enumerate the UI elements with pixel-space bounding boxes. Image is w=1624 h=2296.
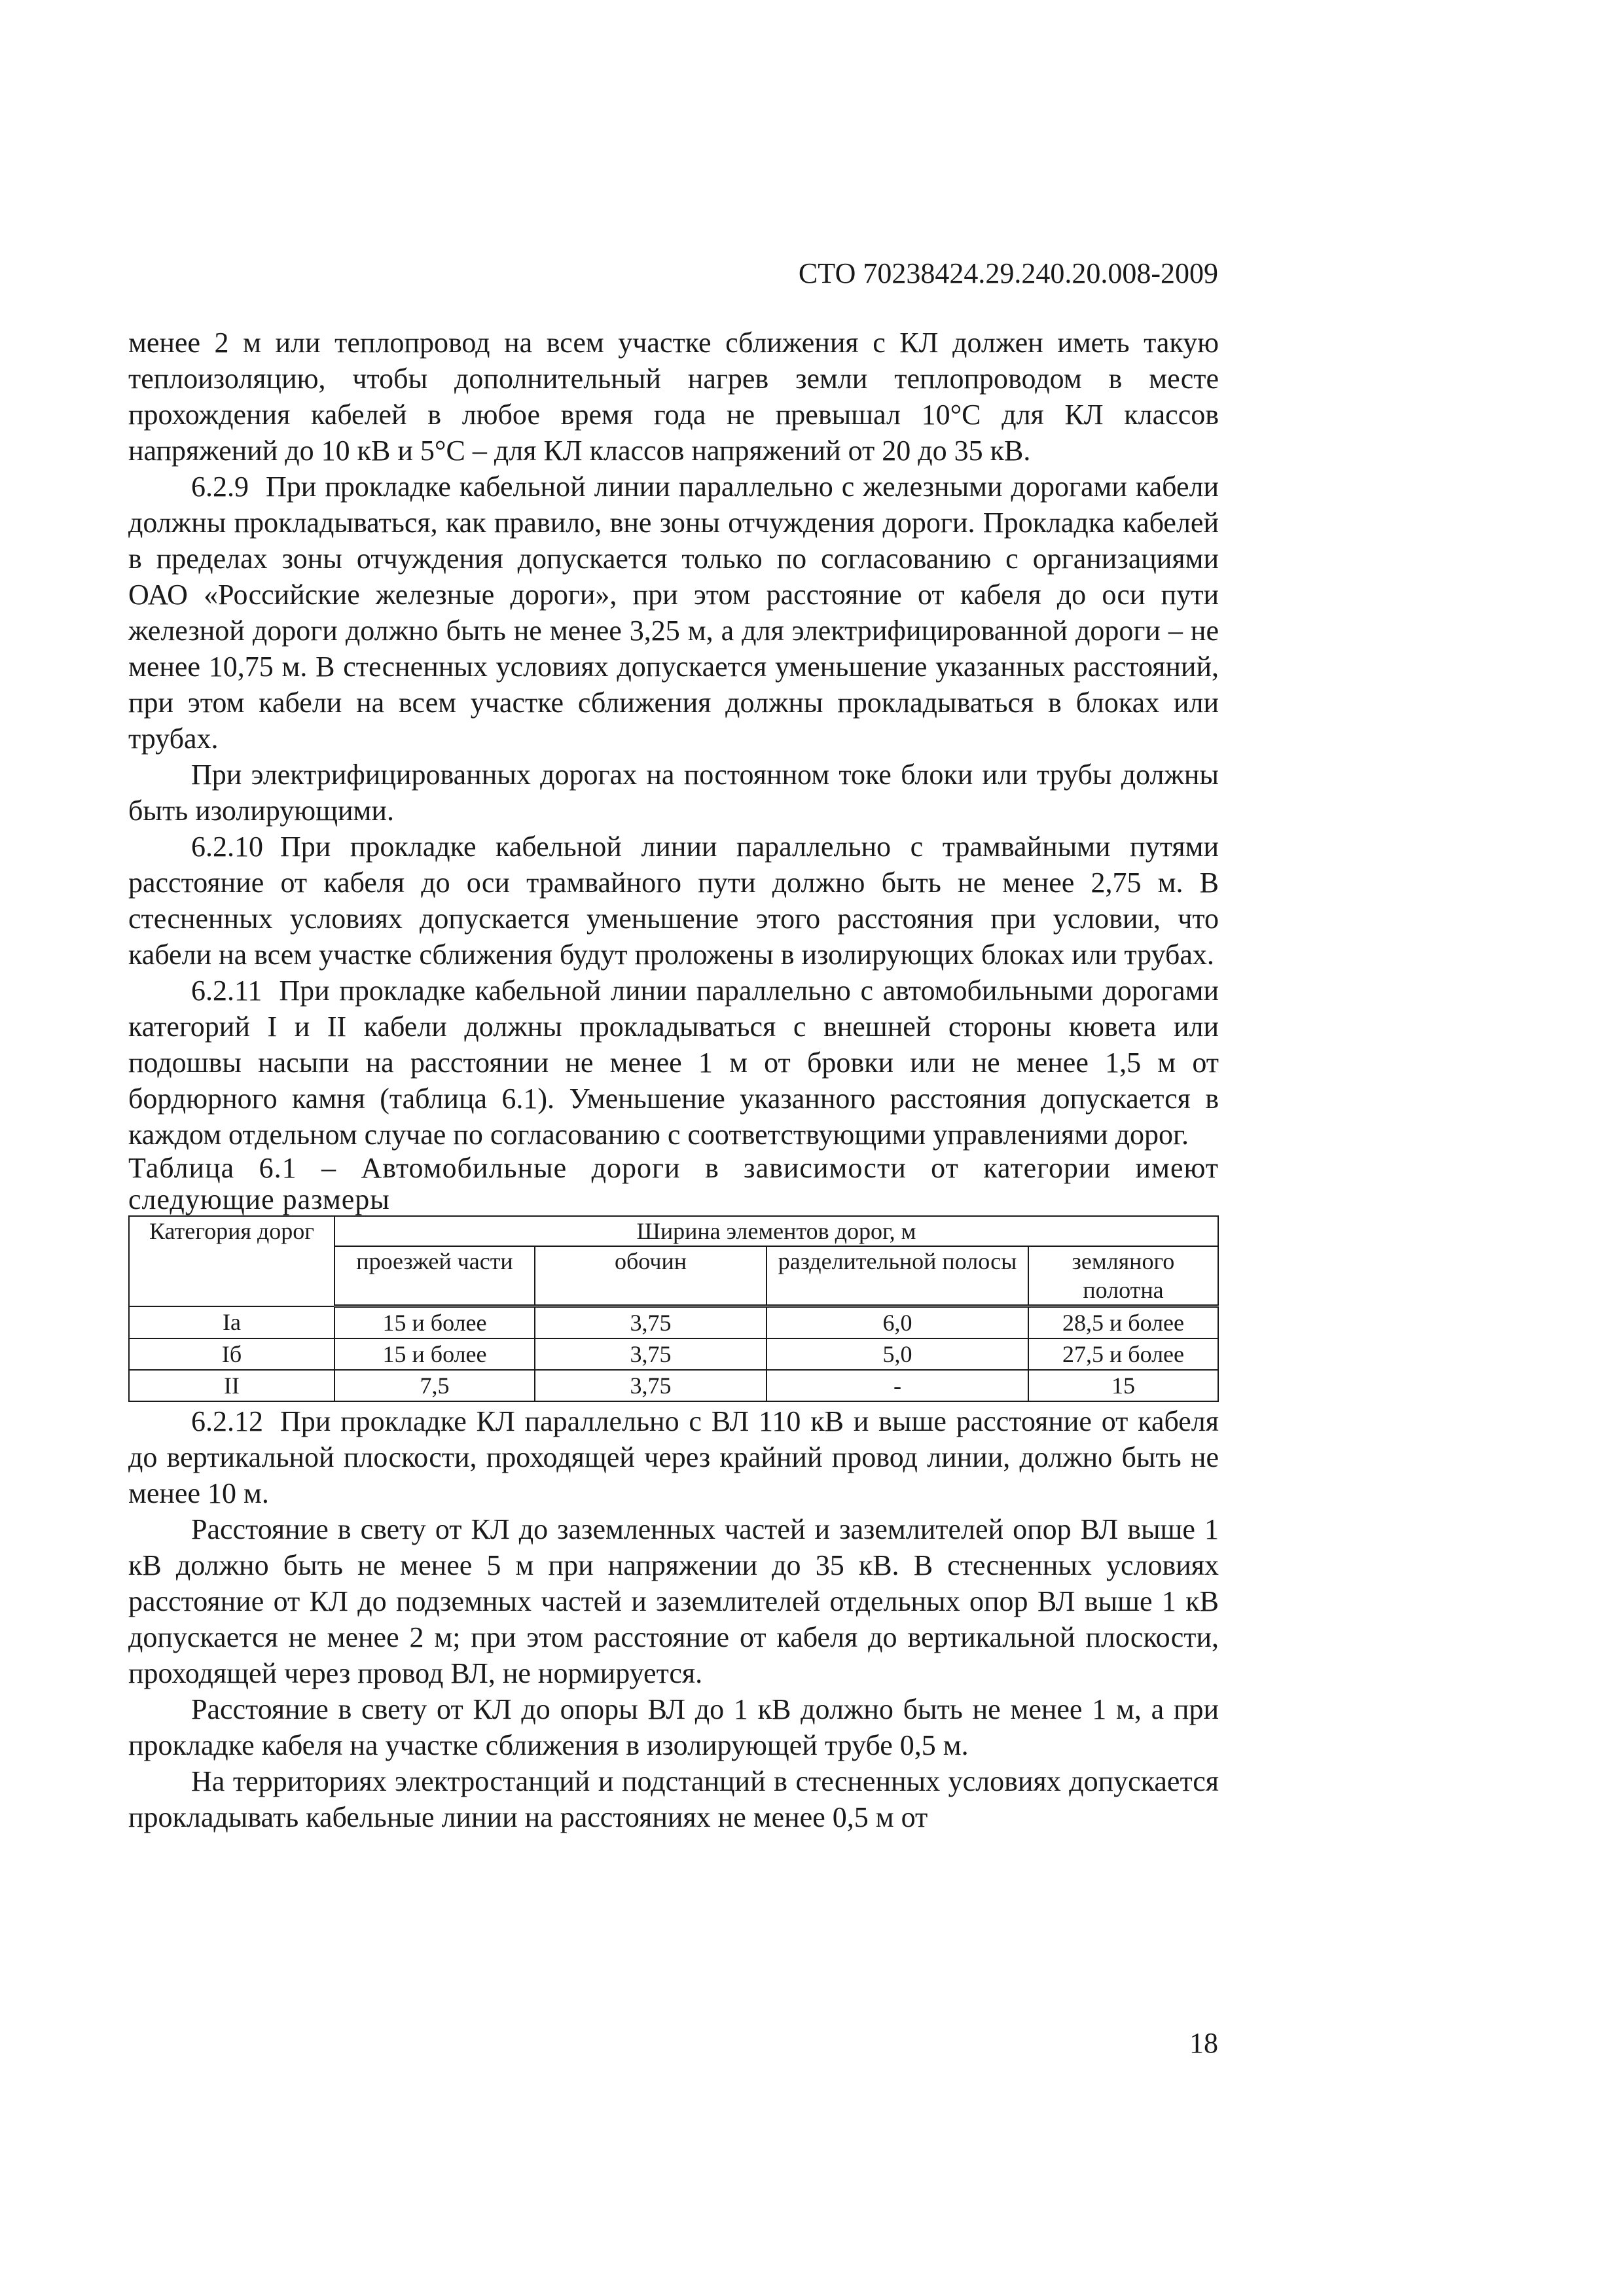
table-cell: Iб	[129, 1338, 334, 1370]
table-cell: 27,5 и более	[1028, 1338, 1218, 1370]
table-row	[129, 1338, 1218, 1370]
clause-6-2-12	[128, 1403, 1219, 1511]
paragraph-continuation: менее 2 м или теплопровод на всем участке сближения с КЛ должен иметь такую теплоизоляцию, чтобы дополнительный нагрев земли теплопроводом в месте прохождения кабелей в любое время года не превышал 10°С для КЛ классов напряжений до 10 кВ и 5°С – для КЛ классов напряжений от 20 до 35 кВ.	[128, 327, 1219, 467]
table-cell: 15 и более	[334, 1338, 535, 1370]
clause-6-2-11	[128, 973, 1219, 1153]
paragraph-electrified-roads: При электрифицированных дорогах на постоянном токе блоки или трубы должны быть изолирующими.	[128, 759, 1219, 827]
clause-number: 6.2.9	[191, 471, 249, 503]
road-categories-table	[128, 1215, 1219, 1402]
paragraph-substations: На территориях электростанций и подстанций в стесненных условиях допускается прокладывать кабельные линии на расстояниях не менее 0,5 м от	[128, 1765, 1219, 1833]
clause-number: 6.2.11	[191, 975, 262, 1007]
clause-text: При прокладке кабельной линии параллельно с автомобильными дорогами категорий I и II кабели должны прокладываться с внешней стороны кювета или подошвы насыпи на расстоянии не менее 1 м от бровки или не менее 1,5 м от бордюрного камня (таблица 6.1). Уменьшение указанного расстояния допускается в каждом отдельном случае по согласованию с соответствующими управлениями дорог.	[128, 975, 1219, 1151]
page-header	[128, 257, 1218, 291]
table-header-row	[129, 1216, 1218, 1246]
table-cell: 6,0	[767, 1306, 1028, 1339]
table-cell: 3,75	[535, 1370, 767, 1401]
table-header-roadbed: земляного полотна	[1028, 1246, 1218, 1306]
clause-text: При прокладке кабельной линии параллельно с трамвайными путями расстояние от кабеля до оси трамвайного пути должно быть не менее 2,75 м. В стесненных условиях допускается уменьшение этого расстояния при условии, что кабели на всем участке сближения будут проложены в изолирующих блоках или трубах.	[128, 831, 1219, 971]
table-cell: 3,75	[535, 1306, 767, 1339]
table-cell: II	[129, 1370, 334, 1401]
page-number: 18	[1189, 2027, 1218, 2059]
clause-6-2-10	[128, 829, 1219, 973]
paragraph-grounding-distance: Расстояние в свету от КЛ до заземленных частей и заземлителей опор ВЛ выше 1 кВ должно быть не менее 5 м при напряжении до 35 кВ. В стесненных условиях расстояние от КЛ до подземных частей и заземлителей отдельных опор ВЛ выше 1 кВ допускается не менее 2 м; при этом расстояние от кабеля до вертикальной плоскости, проходящей через провод ВЛ, не нормируется.	[128, 1513, 1219, 1689]
table-header-carriageway: проезжей части	[334, 1246, 535, 1306]
table-row	[129, 1306, 1218, 1339]
paragraph-support-distance: Расстояние в свету от КЛ до опоры ВЛ до 1 кВ должно быть не менее 1 м, а при прокладке кабеля на участке сближения в изолирующей трубе 0,5 м.	[128, 1693, 1219, 1761]
clause-number: 6.2.10	[191, 831, 263, 863]
table-cell: Ia	[129, 1306, 334, 1339]
table-row	[129, 1370, 1218, 1401]
clause-text: При прокладке кабельной линии параллельно с железными дорогами кабели должны прокладываться, как правило, вне зоны отчуждения дороги. Прокладка кабелей в пределах зоны отчуждения допускается только по согласованию с организациями ОАО «Российские железные дороги», при этом расстояние от кабеля до оси пути железной дороги должно быть не менее 3,25 м, а для электрифицированной дороги – не менее 10,75 м. В стесненных условиях допускается уменьшение указанных расстояний, при этом кабели на всем участке сближения должны прокладываться в блоках или трубах.	[128, 471, 1219, 755]
table-header-median: разделительной полосы	[767, 1246, 1028, 1306]
clause-6-2-9	[128, 469, 1219, 757]
document-body	[128, 325, 1219, 1835]
document-code: СТО 70238424.29.240.20.008-2009	[798, 257, 1218, 289]
clause-number: 6.2.12	[191, 1405, 263, 1437]
table-header-shoulders: обочин	[535, 1246, 767, 1306]
table-header-category: Категория дорог	[129, 1216, 334, 1306]
table-cell: -	[767, 1370, 1028, 1401]
table-cell: 15	[1028, 1370, 1218, 1401]
table-cell: 5,0	[767, 1338, 1028, 1370]
table-cell: 3,75	[535, 1338, 767, 1370]
table-cell: 15 и более	[334, 1306, 535, 1339]
clause-text: При прокладке КЛ параллельно с ВЛ 110 кВ и выше расстояние от кабеля до вертикальной плоскости, проходящей через крайний провод линии, должно быть не менее 10 м.	[128, 1405, 1219, 1509]
table-caption: Таблица 6.1 – Автомобильные дороги в зависимости от категории имеют следующие размеры	[128, 1152, 1219, 1215]
table-cell: 7,5	[334, 1370, 535, 1401]
table-cell: 28,5 и более	[1028, 1306, 1218, 1339]
table-header-group: Ширина элементов дорог, м	[334, 1216, 1218, 1246]
